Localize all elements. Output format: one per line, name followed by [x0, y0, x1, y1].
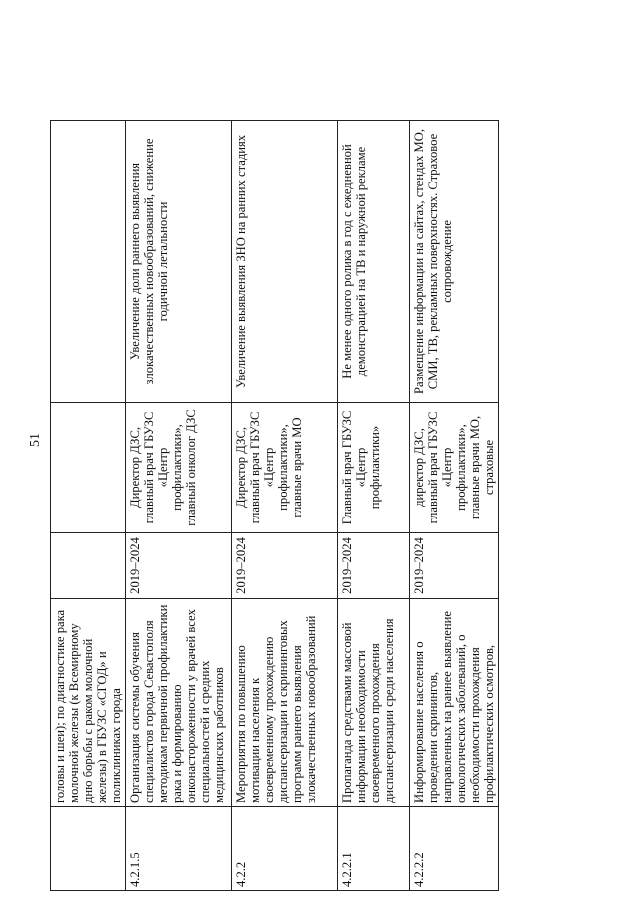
period-cell: 2019–2024	[410, 533, 499, 599]
table-row	[51, 121, 126, 891]
result-cell: Не менее одного ролика в год с ежедневной демонстрацией на ТВ и наружной рекламе	[338, 121, 410, 403]
activity-cell: Пропаганда средствами массовой информации необходимости своевременного прохождения диспансеризации среди населения	[338, 599, 410, 807]
page-number: 51	[28, 433, 43, 447]
result-cell	[51, 121, 126, 403]
period-cell	[51, 533, 126, 599]
period-cell: 2019–2024	[232, 533, 338, 599]
result-cell: Увеличение выявления ЗНО на ранних стадиях	[232, 121, 338, 403]
table-row	[338, 121, 410, 891]
plan-table	[50, 120, 499, 891]
responsible-cell	[51, 403, 126, 533]
row-number	[51, 807, 126, 891]
row-number: 4.2.2.2	[410, 807, 499, 891]
responsible-cell: Директор ДЗС, главный врач ГБУЗС «Центр профилактики», главный онколог ДЗС	[126, 403, 232, 533]
table-row	[232, 121, 338, 891]
row-number: 4.2.2	[232, 807, 338, 891]
row-number: 4.2.2.1	[338, 807, 410, 891]
responsible-cell: Директор ДЗС, главный врач ГБУЗС «Центр профилактики», главные врачи МО	[232, 403, 338, 533]
activity-cell: Информирование населения о проведении скринингов, направленных на раннее выявление онкологических заболеваний, о необходимости прохождения профилактических осмотров,	[410, 599, 499, 807]
activity-cell: Мероприятия по повышению мотивации населения к своевременному прохождению диспансеризации и скрининговых программ раннего выявления злокачественных новообразований	[232, 599, 338, 807]
result-cell: Размещение информации на сайтах, стендах МО, СМИ, ТВ, рекламных поверхностях. Страховое сопровождение	[410, 121, 499, 403]
responsible-cell: директор ДЗС, главный врач ГБУЗС «Центр профилактики», главные врачи МО, страховые	[410, 403, 499, 533]
table-row	[126, 121, 232, 891]
table-row	[410, 121, 499, 891]
period-cell: 2019–2024	[338, 533, 410, 599]
responsible-cell: Главный врач ГБУЗС «Центр профилактики»	[338, 403, 410, 533]
period-cell: 2019–2024	[126, 533, 232, 599]
activity-cell: Организация системы обучения специалистов города Севастополя методикам первичной профилактики рака и формированию онконастороженности у врачей всех специальностей и средних медицинских работников	[126, 599, 232, 807]
activity-cell: головы и шеи); по диагностике рака молочной железы (к Всемирному дню борьбы с раком молочной железы) в ГБУЗС «СГОД» и поликлиниках города	[51, 599, 126, 807]
document-table-sheet	[50, 121, 496, 891]
row-number: 4.2.1.5	[126, 807, 232, 891]
result-cell: Увеличение доли раннего выявления злокачественных новообразований, снижение годичной летальности	[126, 121, 232, 403]
